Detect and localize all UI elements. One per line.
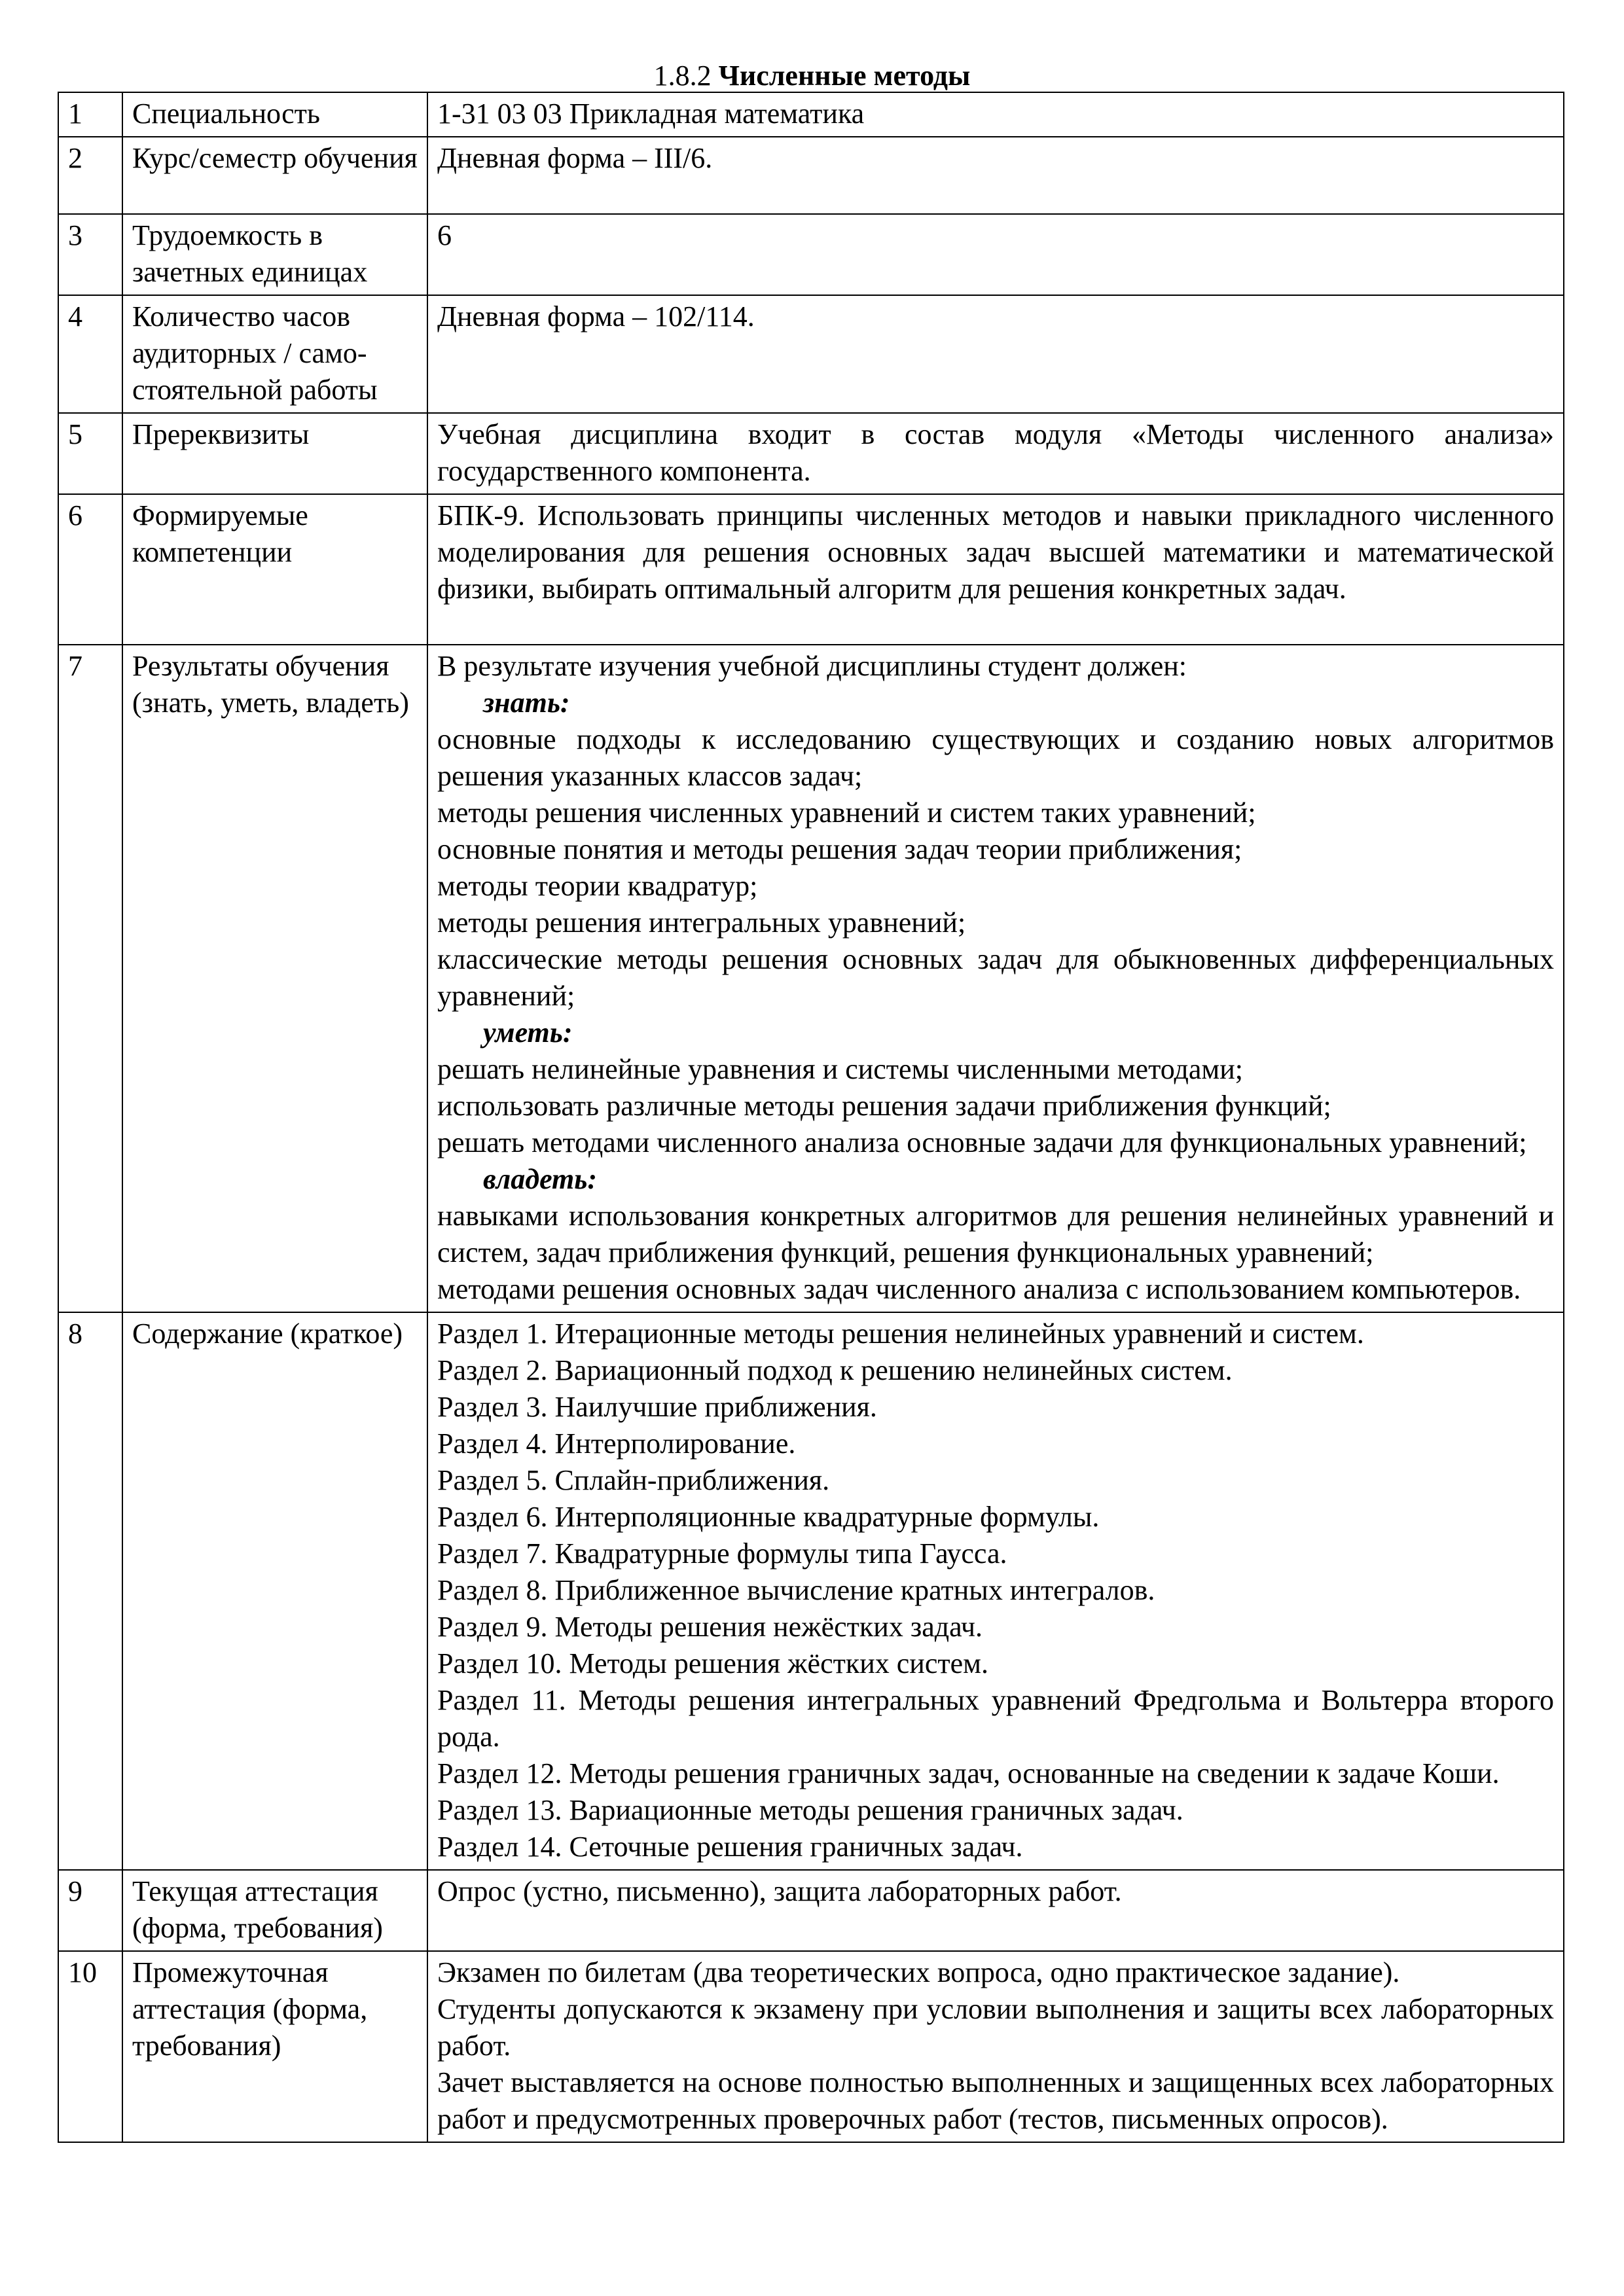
section-item: Раздел 1. Итерационные методы решения нелинейных уравнений и систем. [437,1318,1364,1350]
know-heading: знать: [483,687,570,719]
row-content: Дневная форма – 102/114. [427,295,1564,413]
table-row [58,1312,1564,1870]
section-item: Раздел 6. Интерполяционные квадратурные формулы. [437,1501,1100,1533]
section-item: Раздел 13. Вариационные методы решения граничных задач. [437,1794,1183,1826]
page-title [0,58,1624,94]
row-content: Учебная дисциплина входит в состав модуля «Методы численного анализа» государственного компонента. [427,413,1564,494]
row-label: Содержание (краткое) [122,1312,427,1870]
row-label: Пререквизиты [122,413,427,494]
exam-paragraph: Экзамен по билетам (два теоретических вопроса, одно практическое задание). [437,1956,1400,1988]
table-row [58,1951,1564,2142]
row-content: БПК-9. Использовать принципы численных методов и навыки прикладного численного моделирования для решения основных задач высшей математики и математической физики, выбирать оптимальный алгоритм для решения конкретных задач. [427,494,1564,645]
row-number: 10 [58,1951,122,2142]
row-content: Дневная форма – III/6. [427,137,1564,214]
row-label: Трудоемкость в зачетных единицах [122,214,427,295]
section-item: Раздел 4. Интерполирование. [437,1427,796,1460]
section-item: Раздел 3. Наилучшие приближения. [437,1391,877,1423]
table-row [58,92,1564,137]
row-number: 8 [58,1312,122,1870]
table-row [58,494,1564,645]
row-content: Опрос (устно, письменно), защита лабораторных работ. [427,1870,1564,1951]
section-item: Раздел 10. Методы решения жёстких систем. [437,1647,988,1679]
know-item: методы теории квадратур; [437,870,758,902]
can-item: использовать различные методы решения задачи приближения функций; [437,1090,1331,1122]
row-label: Текущая аттестация (форма, требования) [122,1870,427,1951]
section-item: Раздел 7. Квадратурные формулы типа Гаусса. [437,1537,1007,1570]
section-item: Раздел 12. Методы решения граничных задач, основанные на сведении к задаче Коши. [437,1757,1500,1789]
course-sections [427,1312,1564,1870]
row-number: 4 [58,295,122,413]
know-item: основные подходы к исследованию существующих и созданию новых алгоритмов решения указанных классов задач; [437,723,1554,792]
exam-paragraph: Зачет выставляется на основе полностью выполненных и защищенных всех лабораторных работ и предусмотренных проверочных работ (тестов, письменных опросов). [437,2066,1554,2135]
section-item: Раздел 8. Приближенное вычисление кратных интегралов. [437,1574,1155,1606]
know-item: основные понятия и методы решения задач теории приближения; [437,833,1242,865]
section-item: Раздел 11. Методы решения интегральных уравнений Фредгольма и Вольтерра второго рода. [437,1684,1554,1753]
own-item: методами решения основных задач численного анализа с использованием компьютеров. [437,1273,1521,1305]
row-label: Результаты обучения (знать, уметь, владеть) [122,645,427,1312]
section-item: Раздел 5. Сплайн-приближения. [437,1464,830,1496]
table-row [58,645,1564,1312]
row-label: Количество часов аудиторных / само-стоятельной работы [122,295,427,413]
row-content: 6 [427,214,1564,295]
can-heading: уметь: [483,1016,573,1049]
know-item: классические методы решения основных задач для обыкновенных дифференциальных уравнений; [437,943,1554,1012]
row-number: 1 [58,92,122,137]
table-row [58,1870,1564,1951]
table-row [58,137,1564,214]
title-number: 1.8.2 [653,60,712,92]
own-item: навыками использования конкретных алгоритмов для решения нелинейных уравнений и систем, задач приближения функций, решения функциональных уравнений; [437,1200,1554,1268]
row-number: 5 [58,413,122,494]
section-item: Раздел 9. Методы решения нежёстких задач. [437,1611,983,1643]
know-item: методы решения численных уравнений и систем таких уравнений; [437,797,1256,829]
row-label: Курс/семестр обучения [122,137,427,214]
row-label: Специальность [122,92,427,137]
section-item: Раздел 14. Сеточные решения граничных задач. [437,1831,1023,1863]
row-number: 3 [58,214,122,295]
own-heading: владеть: [483,1163,598,1195]
can-item: решать методами численного анализа основные задачи для функциональных уравнений; [437,1126,1527,1158]
row-number: 7 [58,645,122,1312]
exam-paragraph: Студенты допускаются к экзамену при условии выполнения и защиты всех лабораторных работ. [437,1993,1554,2062]
section-item: Раздел 2. Вариационный подход к решению нелинейных систем. [437,1354,1233,1386]
table-row [58,214,1564,295]
know-item: методы решения интегральных уравнений; [437,906,966,939]
row-number: 2 [58,137,122,214]
can-item: решать нелинейные уравнения и системы численными методами; [437,1053,1243,1085]
row-number: 9 [58,1870,122,1951]
title-name: Численные методы [718,60,971,92]
row-number: 6 [58,494,122,645]
table-row [58,295,1564,413]
discipline-table [58,92,1564,2143]
outcomes-intro: В результате изучения учебной дисциплины студент должен: [437,650,1187,682]
row-label: Формируемые компетенции [122,494,427,645]
row-content: 1-31 03 03 Прикладная математика [427,92,1564,137]
exam-requirements [427,1951,1564,2142]
learning-outcomes [427,645,1564,1312]
row-label: Промежуточная аттестация (форма, требования) [122,1951,427,2142]
table-row [58,413,1564,494]
